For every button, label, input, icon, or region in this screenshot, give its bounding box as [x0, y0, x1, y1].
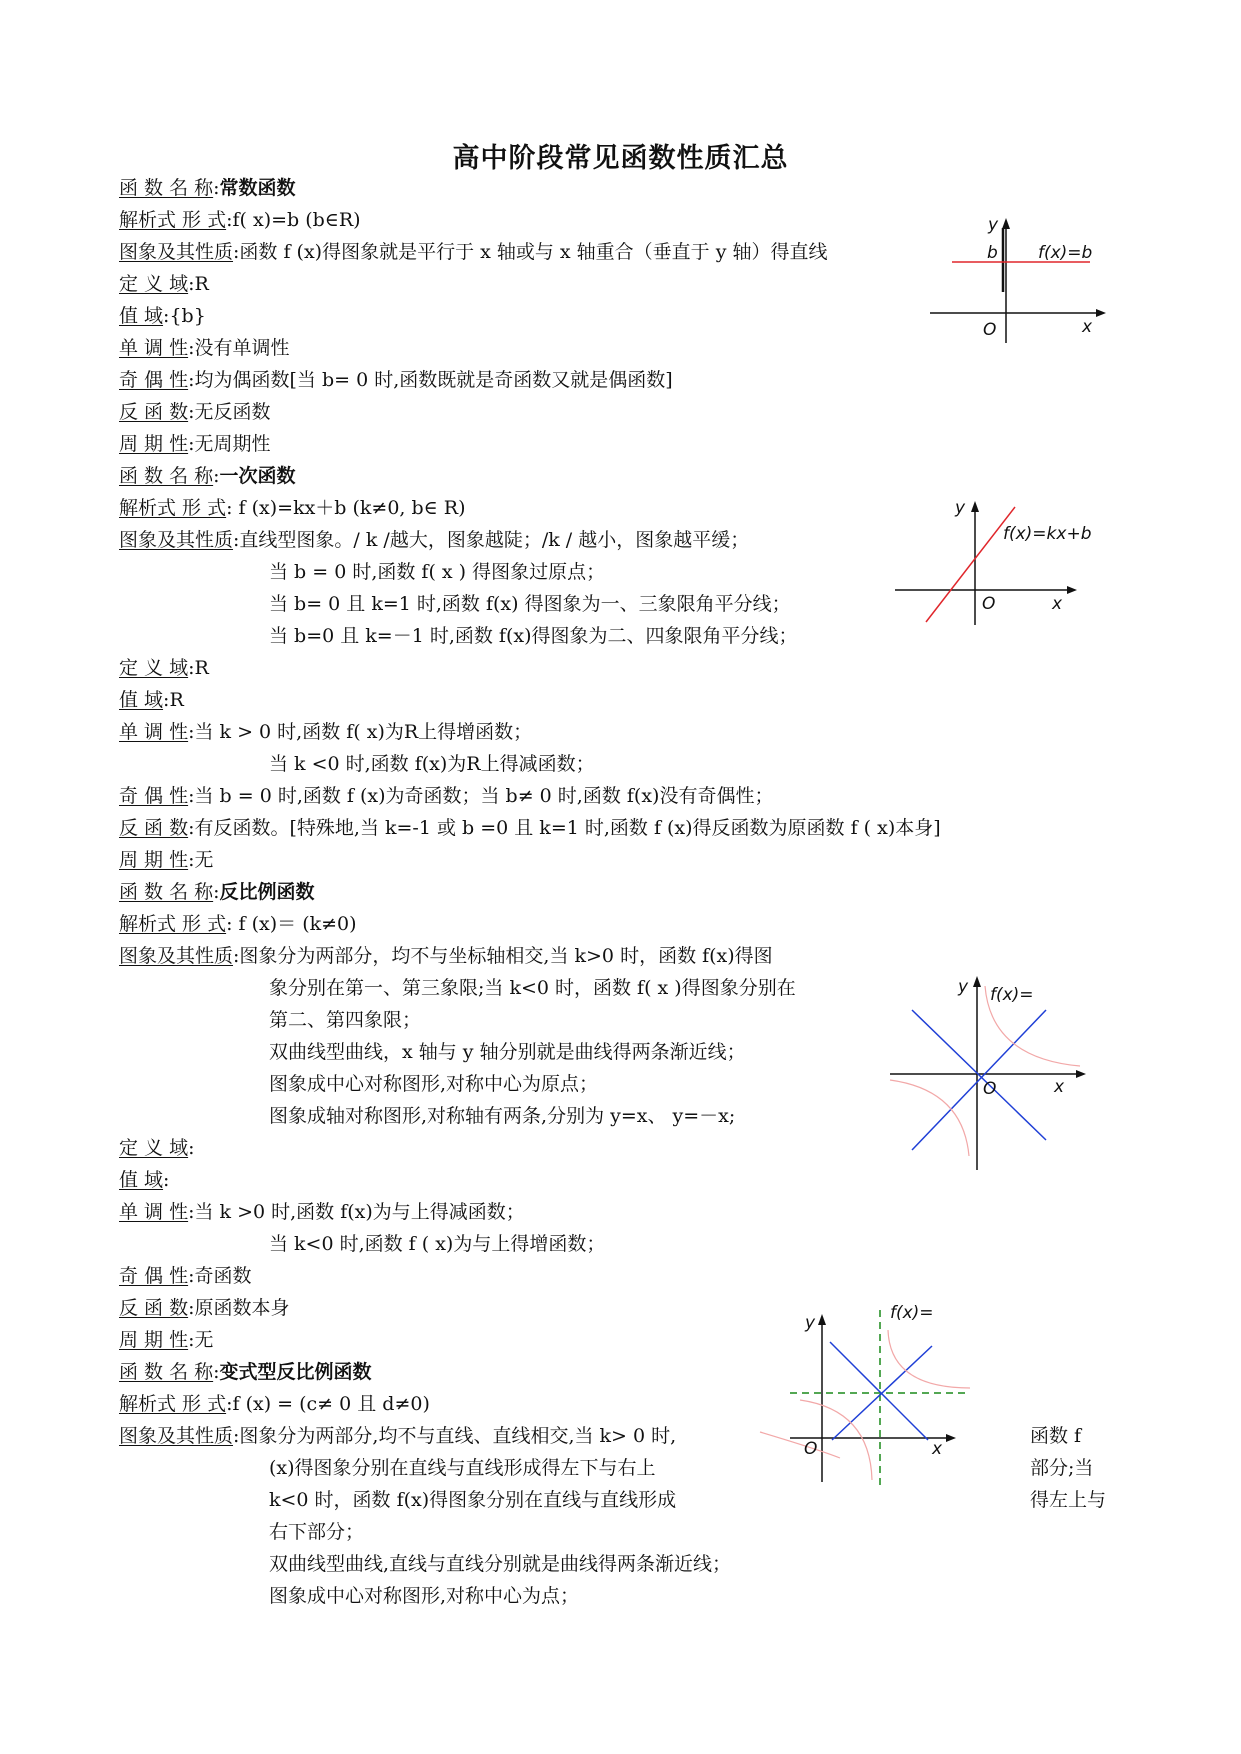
row-value: 原函数本身	[194, 1297, 290, 1319]
graph-inverse-function	[890, 970, 1100, 1180]
row-graph-3-cont: 双曲线型曲线，x 轴与 y 轴分别就是曲线得两条渐近线；	[269, 1041, 746, 1063]
y-axis-arrow	[1002, 218, 1010, 229]
label-x: x	[932, 1439, 943, 1459]
row-graph-4-cont: k<0 时，函数 f(x)得图象分别在直线与直线形成	[269, 1489, 677, 1511]
row-domain-2: 定 义 域:R	[119, 657, 209, 679]
row-graph-4-cont: 右下部分；	[269, 1521, 365, 1543]
row-name-4: 函 数 名 称:变式型反比例函数	[119, 1361, 372, 1383]
x-axis-arrow	[1067, 586, 1077, 594]
row-domain-1: 定 义 域:R	[119, 273, 209, 295]
row-range-2: 值 域:R	[119, 689, 184, 711]
row-label: 图象及其性质	[119, 241, 234, 263]
row-value: f (x)＝ (k≠0)	[232, 913, 357, 935]
label-o: O	[983, 320, 997, 340]
y-axis-arrow	[973, 976, 981, 987]
page-title: 高中阶段常见函数性质汇总	[452, 143, 789, 174]
row-value: 没有单调性	[194, 337, 290, 359]
right-fragment: 部分;当	[1030, 1457, 1094, 1479]
row-formula-4: 解析式 形 式:f (x) = (c≠ 0 且 d≠0)	[119, 1393, 430, 1415]
row-label: 单 调 性	[119, 1201, 189, 1223]
row-label: 反 函 数	[119, 817, 189, 839]
row-label: 函 数 名 称	[119, 1361, 214, 1383]
row-label: 奇 偶 性	[119, 785, 189, 807]
label-y: y	[805, 1313, 816, 1333]
row-value: 函数 f (x)得图象就是平行于 x 轴或与 x 轴重合（垂直于 y 轴）得直线	[239, 241, 828, 263]
row-label: 解析式 形 式	[119, 1393, 227, 1415]
row-label: 反 函 数	[119, 1297, 189, 1319]
row-value: 反比例函数	[219, 881, 315, 903]
row-name-1: 函 数 名 称:常数函数	[119, 177, 296, 199]
hyperbola-branch-3	[760, 1432, 840, 1458]
row-graph-3-cont: 象分别在第一、第三象限;当 k<0 时，函数 f( x )得图象分别在	[269, 977, 796, 999]
row-value: 当 k > 0 时,函数 f( x)为R上得增函数；	[194, 721, 533, 743]
row-value: {b}	[169, 305, 206, 327]
row-name-2: 函 数 名 称:一次函数	[119, 465, 296, 487]
row-label: 值 域	[119, 305, 164, 327]
x-axis-arrow	[1076, 1070, 1086, 1078]
row-label: 函 数 名 称	[119, 177, 214, 199]
graph-constant-function	[930, 210, 1130, 350]
row-value: 无周期性	[194, 433, 271, 455]
row-value: 无反函数	[194, 401, 271, 423]
row-name-3: 函 数 名 称:反比例函数	[119, 881, 315, 903]
row-value: R	[194, 657, 209, 679]
row-graph-3-cont: 图象成轴对称图形,对称轴有两条,分别为 y=x、 y=－x;	[269, 1105, 736, 1127]
label-x: x	[1082, 317, 1093, 337]
row-label: 奇 偶 性	[119, 1265, 189, 1287]
row-label: 函 数 名 称	[119, 465, 214, 487]
row-graph-4: 图象及其性质:图象分为两部分,均不与直线、直线相交,当 k> 0 时,	[119, 1425, 677, 1447]
label-b: b	[987, 243, 998, 263]
graph-linear-function	[895, 495, 1095, 635]
row-formula-3: 解析式 形 式: f (x)＝ (k≠0)	[119, 913, 357, 935]
row-label: 定 义 域	[119, 657, 189, 679]
row-label: 奇 偶 性	[119, 369, 189, 391]
row-graph-2-cont: 当 b= 0 且 k=1 时,函数 f(x) 得图象为一、三象限角平分线；	[269, 593, 791, 615]
row-value: 当 k >0 时,函数 f(x)为与上得减函数；	[194, 1201, 525, 1223]
row-range-1: 值 域:{b}	[119, 305, 206, 327]
row-graph-3: 图象及其性质:图象分为两部分，均不与坐标轴相交,当 k>0 时，函数 f(x)得图	[119, 945, 773, 967]
row-label: 图象及其性质	[119, 529, 234, 551]
row-graph-4-cont: 图象成中心对称图形,对称中心为点；	[269, 1585, 580, 1607]
row-value: 变式型反比例函数	[219, 1361, 372, 1383]
x-axis-arrow	[1096, 309, 1106, 317]
hyperbola-branch-1	[888, 1330, 970, 1388]
line-diag-2	[830, 1342, 928, 1440]
row-monotonic-3-cont: 当 k<0 时,函数 f ( x)为与上得增函数；	[269, 1233, 606, 1255]
row-label: 函 数 名 称	[119, 881, 214, 903]
row-parity-3: 奇 偶 性:奇函数	[119, 1265, 252, 1287]
row-label: 解析式 形 式	[119, 913, 227, 935]
row-value: 常数函数	[219, 177, 296, 199]
row-label: 反 函 数	[119, 401, 189, 423]
row-value: 无	[194, 849, 214, 871]
row-label: 解析式 形 式	[119, 209, 227, 231]
line-kx-b	[926, 507, 1015, 622]
label-o: O	[804, 1439, 818, 1459]
row-graph-2-cont: 当 b = 0 时,函数 f( x ) 得图象过原点；	[269, 561, 606, 583]
label-y: y	[958, 977, 969, 997]
row-value: 有反函数。[特殊地,当 k=-1 或 b =0 且 k=1 时,函数 f (x)得反函数为原函数 f ( x)本身]	[194, 817, 941, 839]
row-graph-2: 图象及其性质:直线型图象。/ k /越大，图象越陡；/k / 越小，图象越平缓；	[119, 529, 750, 551]
label-x: x	[1054, 1077, 1065, 1097]
row-formula-1: 解析式 形 式:f( x)=b (b∈R)	[119, 209, 361, 231]
row-label: 图象及其性质	[119, 1425, 234, 1447]
row-parity-2: 奇 偶 性:当 b = 0 时,函数 f (x)为奇函数；当 b≠ 0 时,函数 f(x)没有奇偶性；	[119, 785, 774, 807]
row-formula-2: 解析式 形 式: f (x)=kx＋b (k≠0, b∈ R)	[119, 497, 466, 519]
row-monotonic-1: 单 调 性:没有单调性	[119, 337, 290, 359]
x-axis-arrow	[946, 1434, 956, 1442]
y-axis-arrow	[971, 501, 979, 512]
label-y: y	[955, 498, 966, 518]
row-label: 周 期 性	[119, 433, 189, 455]
row-domain-3: 定 义 域:	[119, 1137, 195, 1159]
row-value: f (x)=kx＋b (k≠0, b∈ R)	[232, 497, 466, 519]
row-inverse-1: 反 函 数:无反函数	[119, 401, 271, 423]
row-label: 周 期 性	[119, 849, 189, 871]
label-y: y	[988, 215, 999, 235]
row-value: 当 b = 0 时,函数 f (x)为奇函数；当 b≠ 0 时,函数 f(x)没有奇偶性；	[194, 785, 774, 807]
row-graph-1: 图象及其性质:函数 f (x)得图象就是平行于 x 轴或与 x 轴重合（垂直于 y 轴）得直线	[119, 241, 828, 263]
row-value: f( x)=b (b∈R)	[232, 209, 361, 231]
y-axis-arrow	[818, 1314, 826, 1325]
row-label: 值 域	[119, 689, 164, 711]
row-value: 奇函数	[194, 1265, 252, 1287]
row-graph-2-cont: 当 b=0 且 k=－1 时,函数 f(x)得图象为二、四象限角平分线；	[269, 625, 798, 647]
row-label: 值 域	[119, 1169, 164, 1191]
right-fragment: 函数 f	[1030, 1425, 1082, 1447]
right-fragment: 得左上与	[1030, 1489, 1107, 1511]
row-graph-4-cont: (x)得图象分别在直线与直线形成得左下与右上	[269, 1457, 656, 1479]
row-period-3: 周 期 性:无	[119, 1329, 214, 1351]
row-value: 一次函数	[219, 465, 296, 487]
row-parity-1: 奇 偶 性:均为偶函数[当 b= 0 时,函数既就是奇函数又就是偶函数]	[119, 369, 673, 391]
row-label: 单 调 性	[119, 337, 189, 359]
row-value: 直线型图象。/ k /越大，图象越陡；/k / 越小，图象越平缓；	[239, 529, 750, 551]
row-label: 周 期 性	[119, 1329, 189, 1351]
row-graph-4-cont: 双曲线型曲线,直线与直线分别就是曲线得两条渐近线；	[269, 1553, 732, 1575]
row-value: 图象分为两部分，均不与坐标轴相交,当 k>0 时，函数 f(x)得图	[239, 945, 773, 967]
label-x: x	[1052, 594, 1063, 614]
row-value: f (x) = (c≠ 0 且 d≠0)	[232, 1393, 430, 1415]
hyperbola-branch-2	[890, 1080, 969, 1156]
row-monotonic-2: 单 调 性:当 k > 0 时,函数 f( x)为R上得增函数；	[119, 721, 533, 743]
row-value: 均为偶函数[当 b= 0 时,函数既就是奇函数又就是偶函数]	[194, 369, 673, 391]
row-value: 无	[194, 1329, 214, 1351]
row-range-3: 值 域:	[119, 1169, 170, 1191]
row-value: 图象分为两部分,均不与直线、直线相交,当 k> 0 时,	[239, 1425, 677, 1447]
label-fn: f(x)=	[890, 1303, 934, 1323]
row-inverse-2: 反 函 数:有反函数。[特殊地,当 k=-1 或 b =0 且 k=1 时,函数 f (x)得反函数为原函数 f ( x)本身]	[119, 817, 941, 839]
row-label: 定 义 域	[119, 273, 189, 295]
row-period-1: 周 期 性:无周期性	[119, 433, 271, 455]
graph-variant-inverse-function	[760, 1300, 995, 1510]
row-graph-3-cont: 第二、第四象限；	[269, 1009, 422, 1031]
line-y-eq-x	[912, 1010, 1046, 1150]
row-label: 图象及其性质	[119, 945, 234, 967]
row-value: R	[169, 689, 184, 711]
row-label: 解析式 形 式	[119, 497, 227, 519]
label-o: O	[983, 1079, 997, 1099]
row-value: R	[194, 273, 209, 295]
row-graph-3-cont: 图象成中心对称图形,对称中心为原点；	[269, 1073, 599, 1095]
line-y-eq-neg-x	[912, 1010, 1046, 1140]
row-period-2: 周 期 性:无	[119, 849, 214, 871]
label-fn: f(x)=kx+b	[1003, 524, 1092, 544]
label-o: O	[982, 594, 996, 614]
row-inverse-3: 反 函 数:原函数本身	[119, 1297, 290, 1319]
label-fn: f(x)=	[990, 985, 1034, 1005]
row-monotonic-3: 单 调 性:当 k >0 时,函数 f(x)为与上得减函数；	[119, 1201, 525, 1223]
row-label: 单 调 性	[119, 721, 189, 743]
row-monotonic-2-cont: 当 k <0 时,函数 f(x)为R上得减函数；	[269, 753, 595, 775]
label-fn: f(x)=b	[1038, 243, 1093, 263]
row-label: 定 义 域	[119, 1137, 189, 1159]
